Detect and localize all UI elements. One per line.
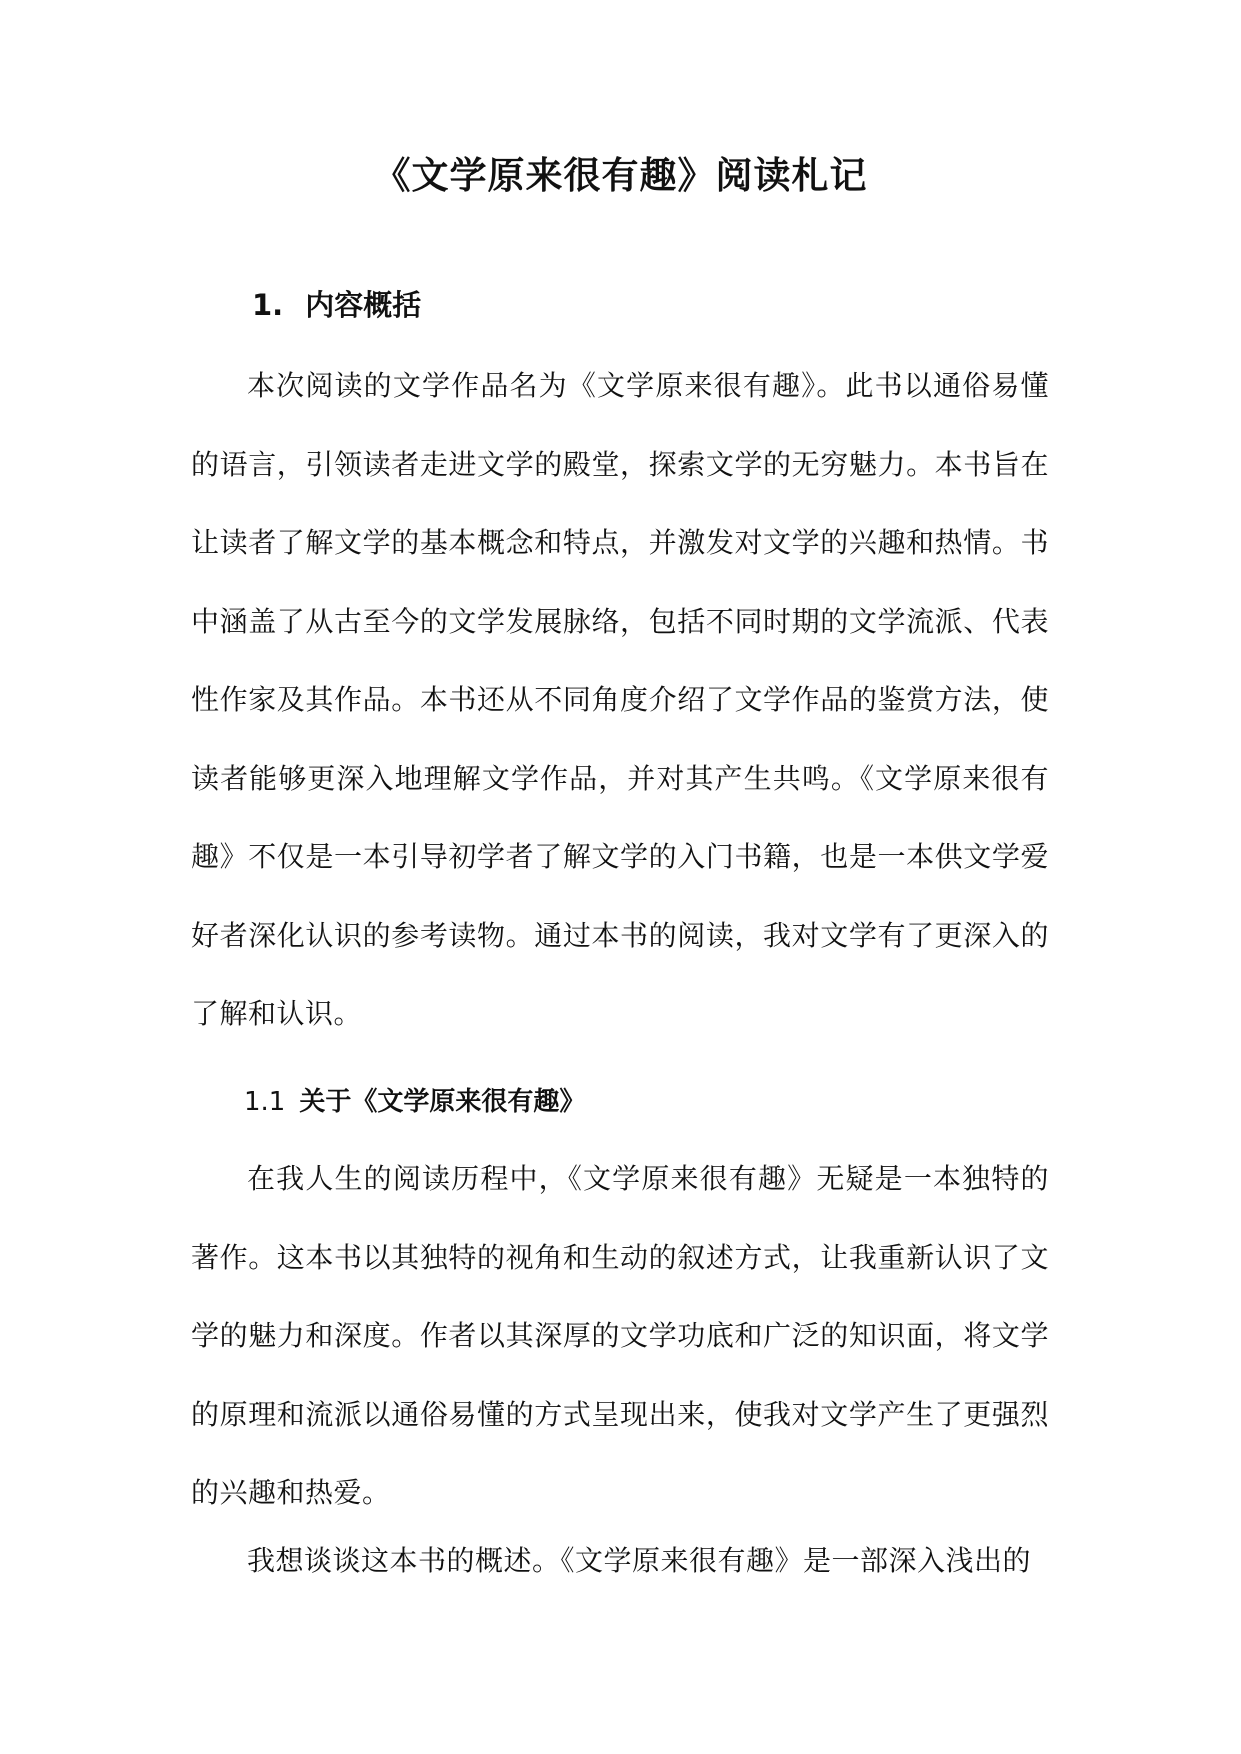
document-title: 《文学原来很有趣》阅读札记 (373, 154, 868, 197)
summary-paragraph: 本次阅读的文学作品名为《文学原来很有趣》。此书以通俗易懂的语言，引领读者走进文学的殿堂，探索文学的无穷魅力。本书旨在让读者了解文学的基本概念和特点，并激发对文学的兴趣和热情。书中涵盖了从古至今的文学发展脉络，包括不同时期的文学流派、代表性作家及其作品。本书还从不同角度介绍了文学作品的鉴赏方法，使读者能够更深入地理解文学作品，并对其产生共鸣。《文学原来很有趣》不仅是一本引导初学者了解文学的入门书籍，也是一本供文学爱好者深化认识的参考读物。通过本书的阅读，我对文学有了更深入的了解和认识。 (191, 369, 1049, 1030)
about-paragraph: 在我人生的阅读历程中，《文学原来很有趣》无疑是一本独特的著作。这本书以其独特的视角和生动的叙述方式，让我重新认识了文学的魅力和深度。作者以其深厚的文学功底和广泛的知识面，将文学的原理和流派以通俗易懂的方式呈现出来，使我对文学产生了更强烈的兴趣和热爱。 (191, 1162, 1049, 1509)
subsection-number: 1.1 (244, 1087, 286, 1117)
section-heading (252, 283, 421, 327)
section-title: 内容概括 (305, 288, 422, 322)
subsection-title: 关于《文学原来很有趣》 (299, 1087, 586, 1117)
overview-paragraph: 我想谈谈这本书的概述。《文学原来很有趣》是一部深入浅出的 (247, 1544, 1032, 1577)
subsection-heading (244, 1080, 585, 1124)
section-number: 1. (252, 288, 284, 322)
